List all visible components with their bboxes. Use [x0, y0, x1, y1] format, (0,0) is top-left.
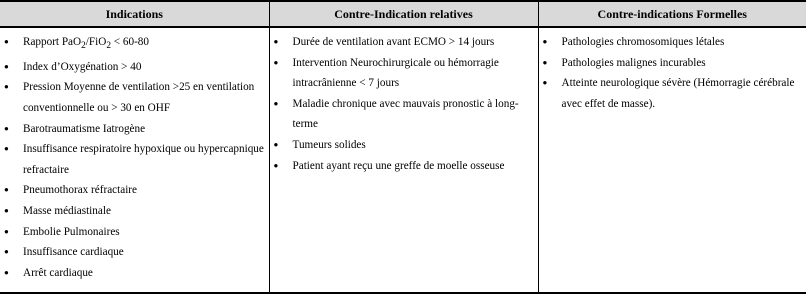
list-item-text: Arrêt cardiaque	[23, 266, 93, 279]
bullet-icon: ●	[273, 98, 279, 108]
indications-list	[0, 32, 267, 283]
bullet-icon: ●	[273, 37, 279, 46]
bullet-icon: ●	[4, 61, 9, 71]
relative-contraindications-cell	[269, 27, 538, 293]
list-item	[0, 242, 267, 263]
list-item-text: Pneumothorax réfractaire	[23, 184, 137, 197]
list-item	[0, 32, 267, 57]
header-indications: Indications	[0, 1, 269, 27]
list-item-text: Pathologies malignes incurables	[561, 56, 706, 69]
relative-contraindications-list	[270, 32, 536, 176]
bullet-icon: ●	[4, 144, 9, 154]
list-item-text: Tumeurs solides	[292, 138, 366, 151]
list-item	[0, 119, 267, 140]
header-formal-contraindications: Contre-indications Formelles	[538, 1, 806, 27]
list-item	[0, 57, 267, 78]
content-row	[0, 27, 806, 293]
list-item-text: Pression Moyenne de ventilation >25 en ventilation conventionnelle ou > 30 en OHF	[23, 81, 255, 115]
bullet-icon: ●	[542, 78, 548, 88]
list-item	[0, 222, 267, 243]
list-item-text: Pathologies chromosomiques létales	[561, 36, 725, 48]
list-item	[0, 263, 267, 284]
list-item-text: Rapport PaO$_2$/FiO$_2$ < 60-80	[23, 36, 149, 52]
bullet-icon: ●	[4, 247, 9, 257]
list-item-text: Intervention Neurochirurgicale ou hémorragie intracrânienne < 7 jours	[292, 56, 499, 90]
list-item	[270, 156, 536, 177]
list-item-text: Maladie chronique avec mauvais pronostic à long-terme	[292, 97, 519, 131]
header-row	[0, 1, 806, 27]
bullet-icon: ●	[542, 57, 548, 67]
bullet-icon: ●	[273, 57, 279, 67]
list-item	[539, 32, 805, 53]
formal-contraindications-cell	[538, 27, 806, 293]
list-item	[539, 73, 805, 114]
list-item	[0, 201, 267, 222]
list-item	[270, 135, 536, 156]
list-item	[270, 94, 536, 135]
list-item-text: Index d’Oxygénation > 40	[23, 60, 142, 73]
list-item	[0, 77, 267, 118]
bullet-icon: ●	[4, 226, 9, 236]
bullet-icon: ●	[4, 205, 9, 215]
list-item-text: Insuffisance cardiaque	[23, 246, 124, 259]
list-item	[0, 180, 267, 201]
bullet-icon: ●	[4, 185, 9, 195]
list-item-text: Barotraumatisme Iatrogène	[23, 122, 146, 135]
bullet-icon: ●	[4, 37, 9, 46]
list-item-text: Masse médiastinale	[23, 204, 111, 217]
list-item-text: Embolie Pulmonaires	[23, 225, 120, 238]
bullet-icon: ●	[542, 37, 548, 46]
list-item	[539, 53, 805, 74]
list-item-text: Insuffisance respiratoire hypoxique ou hypercapnique refractaire	[23, 143, 264, 176]
list-item	[270, 32, 536, 53]
list-item	[270, 53, 536, 94]
header-relative-contraindications: Contre-Indication relatives	[269, 1, 538, 27]
formal-contraindications-list	[539, 32, 805, 114]
bullet-icon: ●	[4, 267, 9, 277]
indications-cell	[0, 27, 269, 293]
bullet-icon: ●	[273, 160, 279, 170]
list-item	[0, 139, 267, 180]
list-item-text: Durée de ventilation avant ECMO > 14 jours	[292, 36, 495, 48]
list-item-text: Atteinte neurologique sévère (Hémorragie cérébrale avec effet de masse).	[561, 77, 795, 110]
bullet-icon: ●	[273, 139, 279, 149]
bullet-icon: ●	[4, 82, 9, 92]
bullet-icon: ●	[4, 123, 9, 133]
list-item-text: Patient ayant reçu une greffe de moelle osseuse	[292, 159, 505, 172]
